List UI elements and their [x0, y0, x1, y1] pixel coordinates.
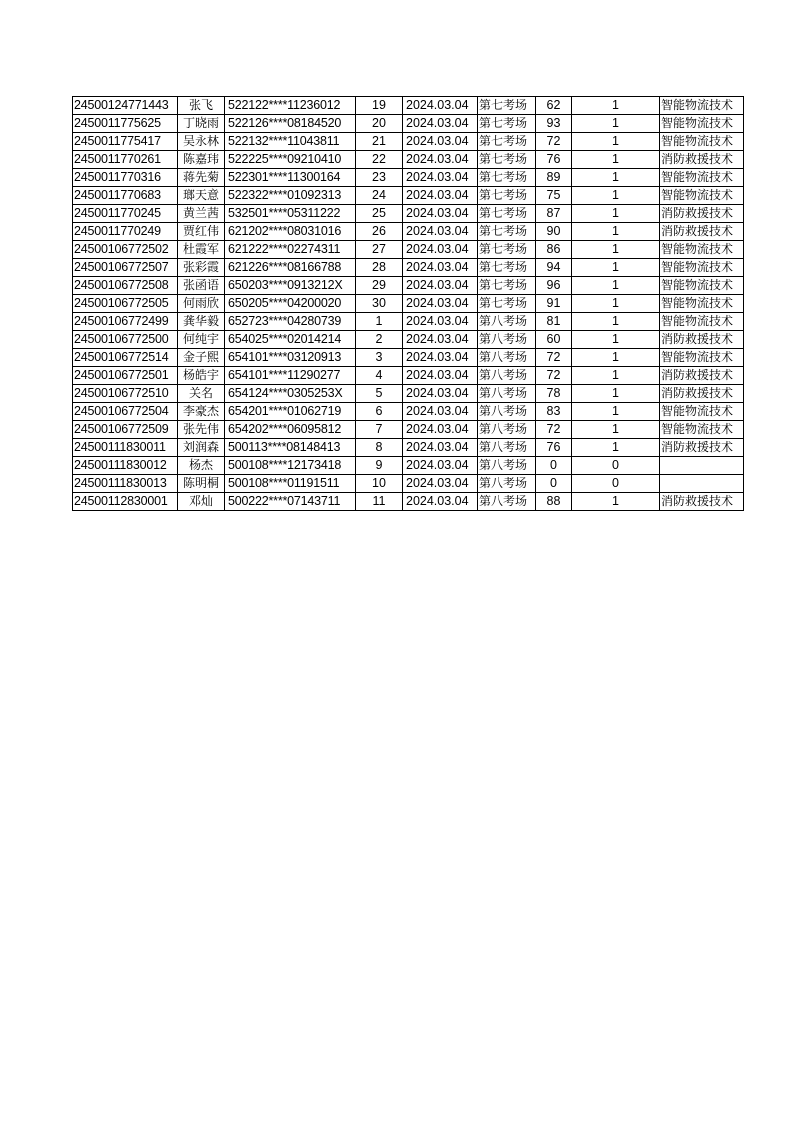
id-number-cell: 522122****11236012 — [225, 97, 356, 115]
score-cell: 72 — [536, 421, 572, 439]
pass-flag-cell: 1 — [572, 151, 660, 169]
exam-room-cell: 第七考场 — [478, 241, 536, 259]
seat-number-cell: 21 — [356, 133, 403, 151]
table-row — [73, 97, 744, 115]
table-body — [73, 97, 744, 511]
table-row — [73, 223, 744, 241]
id-number-cell: 654124****0305253X — [225, 385, 356, 403]
table-row — [73, 457, 744, 475]
seat-number-cell: 6 — [356, 403, 403, 421]
exam-room-cell: 第八考场 — [478, 403, 536, 421]
exam-room-cell: 第七考场 — [478, 133, 536, 151]
major-cell — [660, 457, 744, 475]
exam-date-cell: 2024.03.04 — [403, 295, 478, 313]
exam-date-cell: 2024.03.04 — [403, 187, 478, 205]
ticket-number-cell: 24500106772507 — [73, 259, 178, 277]
table-row — [73, 187, 744, 205]
exam-date-cell: 2024.03.04 — [403, 493, 478, 511]
id-number-cell: 500108****12173418 — [225, 457, 356, 475]
major-cell: 消防救援技术 — [660, 331, 744, 349]
score-cell: 89 — [536, 169, 572, 187]
table-row — [73, 421, 744, 439]
score-cell: 72 — [536, 349, 572, 367]
score-cell: 87 — [536, 205, 572, 223]
score-cell: 72 — [536, 367, 572, 385]
major-cell: 智能物流技术 — [660, 403, 744, 421]
pass-flag-cell: 1 — [572, 277, 660, 295]
ticket-number-cell: 24500106772514 — [73, 349, 178, 367]
ticket-number-cell: 24500124771443 — [73, 97, 178, 115]
exam-room-cell: 第八考场 — [478, 367, 536, 385]
table-row — [73, 331, 744, 349]
major-cell: 智能物流技术 — [660, 313, 744, 331]
id-number-cell: 621202****08031016 — [225, 223, 356, 241]
name-cell: 杜霞军 — [178, 241, 225, 259]
score-cell: 81 — [536, 313, 572, 331]
major-cell: 消防救援技术 — [660, 205, 744, 223]
major-cell: 消防救援技术 — [660, 367, 744, 385]
exam-room-cell: 第八考场 — [478, 457, 536, 475]
name-cell: 张飞 — [178, 97, 225, 115]
major-cell: 智能物流技术 — [660, 241, 744, 259]
pass-flag-cell: 1 — [572, 223, 660, 241]
seat-number-cell: 23 — [356, 169, 403, 187]
exam-room-cell: 第八考场 — [478, 331, 536, 349]
table-row — [73, 367, 744, 385]
name-cell: 贾红伟 — [178, 223, 225, 241]
exam-room-cell: 第七考场 — [478, 151, 536, 169]
pass-flag-cell: 1 — [572, 205, 660, 223]
ticket-number-cell: 24500106772504 — [73, 403, 178, 421]
name-cell: 何纯宇 — [178, 331, 225, 349]
table-row — [73, 349, 744, 367]
seat-number-cell: 8 — [356, 439, 403, 457]
id-number-cell: 654025****02014214 — [225, 331, 356, 349]
seat-number-cell: 28 — [356, 259, 403, 277]
score-cell: 62 — [536, 97, 572, 115]
table-row — [73, 115, 744, 133]
major-cell: 消防救援技术 — [660, 151, 744, 169]
major-cell: 智能物流技术 — [660, 115, 744, 133]
exam-room-cell: 第七考场 — [478, 97, 536, 115]
table-row — [73, 151, 744, 169]
exam-room-cell: 第七考场 — [478, 277, 536, 295]
score-cell: 91 — [536, 295, 572, 313]
name-cell: 龚华毅 — [178, 313, 225, 331]
id-number-cell: 532501****05311222 — [225, 205, 356, 223]
seat-number-cell: 2 — [356, 331, 403, 349]
pass-flag-cell: 1 — [572, 349, 660, 367]
name-cell: 黄兰茜 — [178, 205, 225, 223]
results-table — [72, 96, 744, 511]
major-cell: 智能物流技术 — [660, 97, 744, 115]
table-row — [73, 169, 744, 187]
table-row — [73, 403, 744, 421]
ticket-number-cell: 24500106772505 — [73, 295, 178, 313]
exam-room-cell: 第七考场 — [478, 187, 536, 205]
name-cell: 瑯天意 — [178, 187, 225, 205]
major-cell: 智能物流技术 — [660, 349, 744, 367]
id-number-cell: 652723****04280739 — [225, 313, 356, 331]
score-cell: 60 — [536, 331, 572, 349]
id-number-cell: 650205****04200020 — [225, 295, 356, 313]
ticket-number-cell: 24500106772508 — [73, 277, 178, 295]
table-row — [73, 133, 744, 151]
exam-date-cell: 2024.03.04 — [403, 475, 478, 493]
id-number-cell: 621226****08166788 — [225, 259, 356, 277]
major-cell: 智能物流技术 — [660, 259, 744, 277]
score-cell: 83 — [536, 403, 572, 421]
name-cell: 关名 — [178, 385, 225, 403]
name-cell: 刘润森 — [178, 439, 225, 457]
seat-number-cell: 27 — [356, 241, 403, 259]
exam-room-cell: 第七考场 — [478, 205, 536, 223]
pass-flag-cell: 1 — [572, 331, 660, 349]
major-cell: 智能物流技术 — [660, 295, 744, 313]
exam-date-cell: 2024.03.04 — [403, 349, 478, 367]
table-row — [73, 475, 744, 493]
exam-room-cell: 第八考场 — [478, 313, 536, 331]
pass-flag-cell: 1 — [572, 403, 660, 421]
seat-number-cell: 24 — [356, 187, 403, 205]
exam-room-cell: 第八考场 — [478, 349, 536, 367]
table-row — [73, 493, 744, 511]
score-cell: 86 — [536, 241, 572, 259]
exam-date-cell: 2024.03.04 — [403, 457, 478, 475]
score-cell: 94 — [536, 259, 572, 277]
name-cell: 蒋先菊 — [178, 169, 225, 187]
score-cell: 88 — [536, 493, 572, 511]
table-row — [73, 295, 744, 313]
exam-room-cell: 第八考场 — [478, 421, 536, 439]
table-row — [73, 385, 744, 403]
pass-flag-cell: 1 — [572, 439, 660, 457]
pass-flag-cell: 1 — [572, 169, 660, 187]
seat-number-cell: 10 — [356, 475, 403, 493]
id-number-cell: 500222****07143711 — [225, 493, 356, 511]
seat-number-cell: 29 — [356, 277, 403, 295]
major-cell: 智能物流技术 — [660, 421, 744, 439]
ticket-number-cell: 2450011770683 — [73, 187, 178, 205]
major-cell: 消防救援技术 — [660, 439, 744, 457]
exam-room-cell: 第七考场 — [478, 295, 536, 313]
pass-flag-cell: 1 — [572, 115, 660, 133]
ticket-number-cell: 24500106772499 — [73, 313, 178, 331]
id-number-cell: 500113****08148413 — [225, 439, 356, 457]
exam-date-cell: 2024.03.04 — [403, 151, 478, 169]
major-cell: 消防救援技术 — [660, 223, 744, 241]
exam-room-cell: 第七考场 — [478, 259, 536, 277]
seat-number-cell: 1 — [356, 313, 403, 331]
id-number-cell: 500108****01191511 — [225, 475, 356, 493]
seat-number-cell: 4 — [356, 367, 403, 385]
score-cell: 0 — [536, 457, 572, 475]
pass-flag-cell: 1 — [572, 259, 660, 277]
id-number-cell: 522301****11300164 — [225, 169, 356, 187]
major-cell: 智能物流技术 — [660, 169, 744, 187]
pass-flag-cell: 1 — [572, 421, 660, 439]
seat-number-cell: 20 — [356, 115, 403, 133]
exam-room-cell: 第七考场 — [478, 115, 536, 133]
pass-flag-cell: 0 — [572, 475, 660, 493]
ticket-number-cell: 24500112830001 — [73, 493, 178, 511]
id-number-cell: 522322****01092313 — [225, 187, 356, 205]
seat-number-cell: 25 — [356, 205, 403, 223]
ticket-number-cell: 2450011770261 — [73, 151, 178, 169]
name-cell: 邓灿 — [178, 493, 225, 511]
score-cell: 96 — [536, 277, 572, 295]
score-cell: 72 — [536, 133, 572, 151]
id-number-cell: 654101****11290277 — [225, 367, 356, 385]
seat-number-cell: 22 — [356, 151, 403, 169]
name-cell: 吴永林 — [178, 133, 225, 151]
exam-date-cell: 2024.03.04 — [403, 205, 478, 223]
ticket-number-cell: 2450011770316 — [73, 169, 178, 187]
pass-flag-cell: 1 — [572, 385, 660, 403]
name-cell: 张函语 — [178, 277, 225, 295]
exam-date-cell: 2024.03.04 — [403, 403, 478, 421]
exam-date-cell: 2024.03.04 — [403, 313, 478, 331]
ticket-number-cell: 2450011775417 — [73, 133, 178, 151]
id-number-cell: 654201****01062719 — [225, 403, 356, 421]
exam-date-cell: 2024.03.04 — [403, 385, 478, 403]
major-cell: 智能物流技术 — [660, 133, 744, 151]
ticket-number-cell: 24500106772510 — [73, 385, 178, 403]
name-cell: 杨皓宇 — [178, 367, 225, 385]
pass-flag-cell: 1 — [572, 97, 660, 115]
score-cell: 90 — [536, 223, 572, 241]
name-cell: 丁晓雨 — [178, 115, 225, 133]
pass-flag-cell: 1 — [572, 133, 660, 151]
name-cell: 陈嘉玮 — [178, 151, 225, 169]
ticket-number-cell: 2450011775625 — [73, 115, 178, 133]
major-cell: 消防救援技术 — [660, 493, 744, 511]
seat-number-cell: 3 — [356, 349, 403, 367]
score-cell: 76 — [536, 439, 572, 457]
id-number-cell: 621222****02274311 — [225, 241, 356, 259]
name-cell: 杨杰 — [178, 457, 225, 475]
name-cell: 张先伟 — [178, 421, 225, 439]
pass-flag-cell: 1 — [572, 295, 660, 313]
id-number-cell: 522126****08184520 — [225, 115, 356, 133]
score-cell: 0 — [536, 475, 572, 493]
seat-number-cell: 9 — [356, 457, 403, 475]
exam-room-cell: 第八考场 — [478, 493, 536, 511]
id-number-cell: 522225****09210410 — [225, 151, 356, 169]
table-row — [73, 277, 744, 295]
ticket-number-cell: 24500106772500 — [73, 331, 178, 349]
ticket-number-cell: 24500111830012 — [73, 457, 178, 475]
seat-number-cell: 5 — [356, 385, 403, 403]
exam-date-cell: 2024.03.04 — [403, 169, 478, 187]
major-cell: 智能物流技术 — [660, 187, 744, 205]
table-row — [73, 439, 744, 457]
name-cell: 何雨欣 — [178, 295, 225, 313]
seat-number-cell: 19 — [356, 97, 403, 115]
score-cell: 93 — [536, 115, 572, 133]
exam-date-cell: 2024.03.04 — [403, 115, 478, 133]
table-row — [73, 313, 744, 331]
exam-date-cell: 2024.03.04 — [403, 421, 478, 439]
exam-date-cell: 2024.03.04 — [403, 97, 478, 115]
seat-number-cell: 11 — [356, 493, 403, 511]
exam-room-cell: 第八考场 — [478, 439, 536, 457]
name-cell: 李豪杰 — [178, 403, 225, 421]
seat-number-cell: 30 — [356, 295, 403, 313]
id-number-cell: 650203****0913212X — [225, 277, 356, 295]
pass-flag-cell: 1 — [572, 187, 660, 205]
id-number-cell: 522132****11043811 — [225, 133, 356, 151]
ticket-number-cell: 24500106772509 — [73, 421, 178, 439]
exam-date-cell: 2024.03.04 — [403, 259, 478, 277]
pass-flag-cell: 1 — [572, 313, 660, 331]
exam-date-cell: 2024.03.04 — [403, 367, 478, 385]
exam-date-cell: 2024.03.04 — [403, 439, 478, 457]
ticket-number-cell: 24500111830013 — [73, 475, 178, 493]
exam-room-cell: 第八考场 — [478, 385, 536, 403]
name-cell: 张彩霞 — [178, 259, 225, 277]
exam-date-cell: 2024.03.04 — [403, 277, 478, 295]
pass-flag-cell: 1 — [572, 367, 660, 385]
exam-date-cell: 2024.03.04 — [403, 223, 478, 241]
ticket-number-cell: 2450011770245 — [73, 205, 178, 223]
id-number-cell: 654101****03120913 — [225, 349, 356, 367]
major-cell — [660, 475, 744, 493]
score-cell: 78 — [536, 385, 572, 403]
exam-room-cell: 第七考场 — [478, 223, 536, 241]
exam-room-cell: 第七考场 — [478, 169, 536, 187]
major-cell: 智能物流技术 — [660, 277, 744, 295]
ticket-number-cell: 24500111830011 — [73, 439, 178, 457]
id-number-cell: 654202****06095812 — [225, 421, 356, 439]
pass-flag-cell: 0 — [572, 457, 660, 475]
exam-room-cell: 第八考场 — [478, 475, 536, 493]
table-row — [73, 259, 744, 277]
score-cell: 75 — [536, 187, 572, 205]
score-cell: 76 — [536, 151, 572, 169]
name-cell: 陈明桐 — [178, 475, 225, 493]
pass-flag-cell: 1 — [572, 241, 660, 259]
table-row — [73, 205, 744, 223]
seat-number-cell: 7 — [356, 421, 403, 439]
seat-number-cell: 26 — [356, 223, 403, 241]
pass-flag-cell: 1 — [572, 493, 660, 511]
major-cell: 消防救援技术 — [660, 385, 744, 403]
exam-date-cell: 2024.03.04 — [403, 241, 478, 259]
exam-date-cell: 2024.03.04 — [403, 331, 478, 349]
name-cell: 金子熙 — [178, 349, 225, 367]
ticket-number-cell: 2450011770249 — [73, 223, 178, 241]
exam-date-cell: 2024.03.04 — [403, 133, 478, 151]
ticket-number-cell: 24500106772502 — [73, 241, 178, 259]
table-row — [73, 241, 744, 259]
ticket-number-cell: 24500106772501 — [73, 367, 178, 385]
